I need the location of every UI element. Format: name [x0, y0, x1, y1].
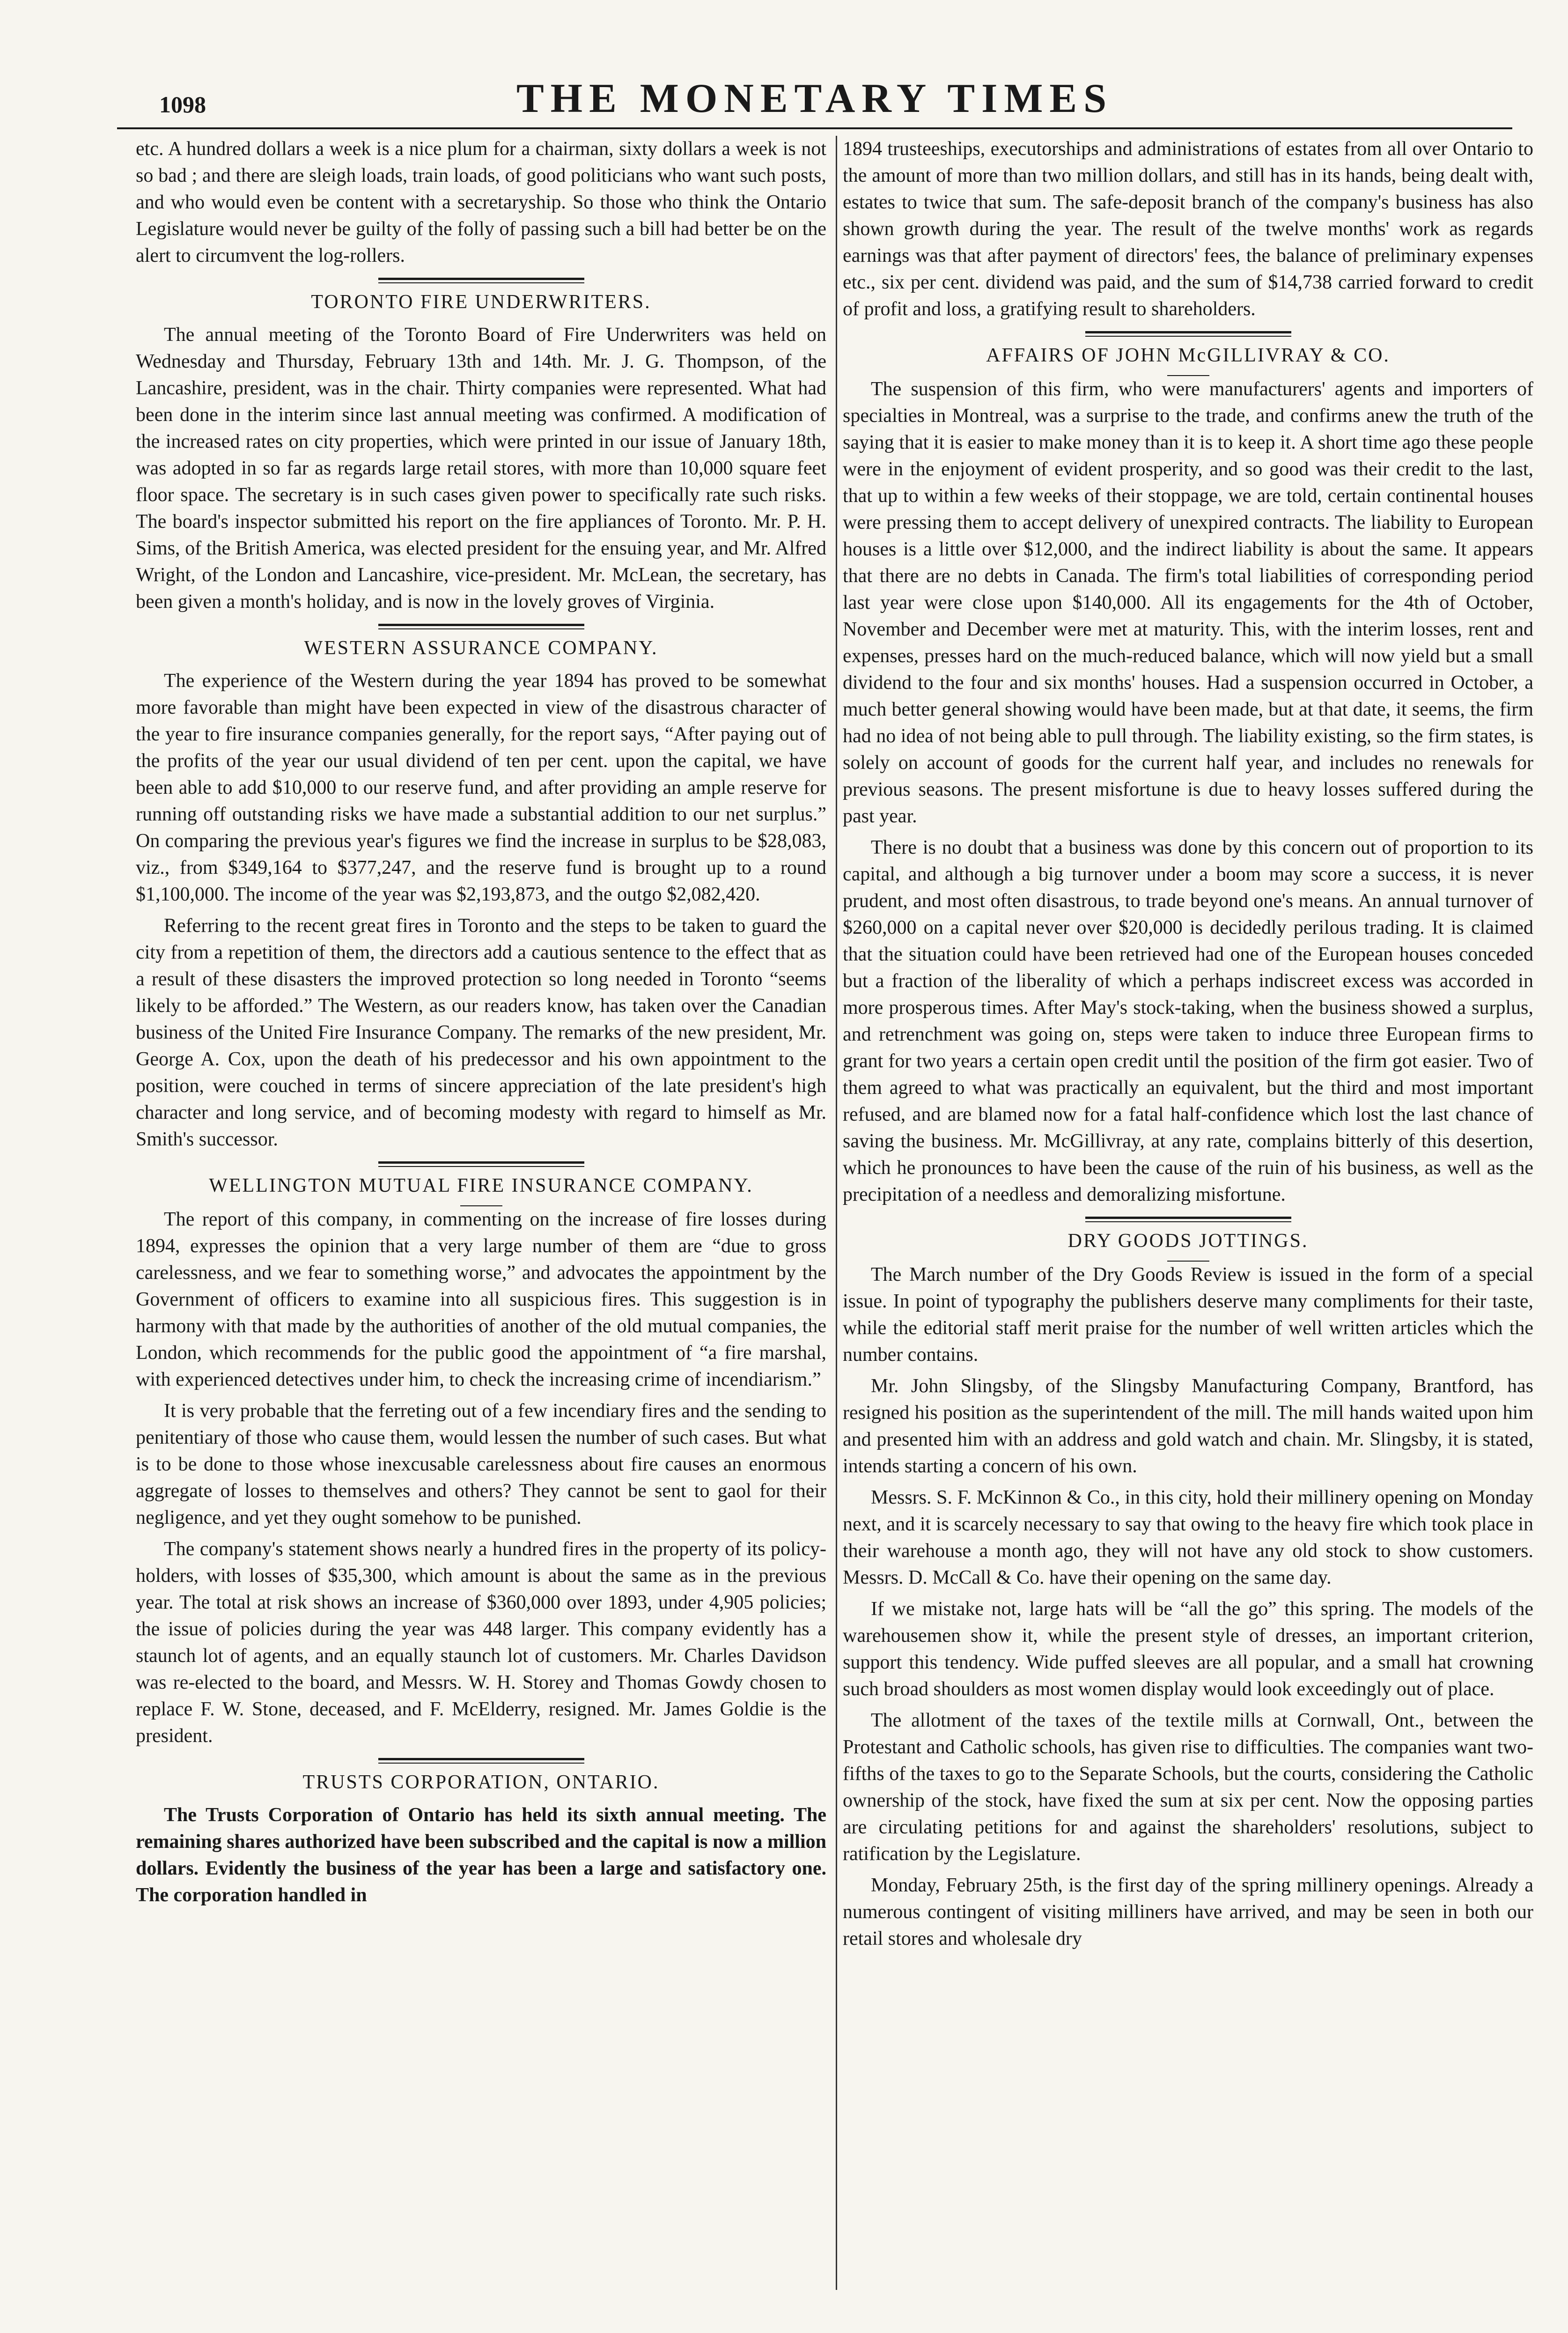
section-separator	[1085, 1217, 1291, 1222]
paragraph: The annual meeting of the Toronto Board of Fire Underwriters was held on Wednesday and Thursday, February 13th and 14th. Mr. J. G. Thompson, of the Lancashire, president, was in the chair. Thirty companies were represented. What had been done in the interim since last annual meeting was confirmed. A modification of the increased rates on city properties, which were printed in our issue of January 18th, was adopted in so far as regards large retail stores, with more than 10,000 square feet floor space. The secretary is in such cases given power to specifically rate such risks. The board's inspector submitted his report on the fire appliances of Toronto. Mr. P. H. Sims, of the British America, was elected president for the ensuing year, and Mr. Alfred Wright, of the London and Lancashire, vice-president. Mr. McLean, the secretary, has been given a month's holiday, and is now in the lovely groves of Virginia.	[136, 324, 826, 613]
section-separator	[378, 1758, 584, 1764]
column-divider	[836, 136, 837, 2290]
masthead	[117, 75, 1512, 126]
page-number: 1098	[159, 91, 206, 118]
section-separator	[378, 1161, 584, 1167]
section-heading-drygoods: DRY GOODS JOTTINGS.	[1067, 1230, 1309, 1252]
section-heading-mcgillivray: AFFAIRS OF JOHN McGILLIVRAY & CO.	[986, 345, 1390, 366]
paragraph: It is very probable that the ferreting out of a few incendiary fires and the sending to penitentiary of those who cause them, would lessen the number of such cases. But what is to be done to those whose inexcusable carelessness about fire causes an enormous aggregate of losses to themselves and others? They cannot be sent to gaol for their negligence, and yet they ought somehow to be punished.	[136, 1400, 826, 1528]
trusts-continued-paragraph: 1894 trusteeships, executorships and administrations of estates from all over Ontario to the amount of more than two million dollars, and still has in its hands, being dealt with, estates to twice that sum. The safe-deposit branch of the company's business has also shown growth during the year. The result of the twelve months' work as regards earnings was that after payment of directors' fees, the balance of preliminary expenses etc., six per cent. dividend was paid, and the sum of $14,738 carried forward to credit of profit and loss, a gratifying result to shareholders.	[843, 138, 1533, 320]
paragraph: The Trusts Corporation of Ontario has held its sixth annual meeting. The remaining shares authorized have been subscribed and the capital is now a million dollars. Evidently the business of the year has been a large and satisfactory one. The corporation handled in	[136, 1804, 826, 1906]
paragraph: There is no doubt that a business was done by this concern out of proportion to its capital, and although a big turnover under a boom may score a success, it is never prudent, and most often disastrous, to trade beyond one's means. An annual turnover of $260,000 on a capital never over $20,000 is decidedly perilous trading. It is claimed that the situation could have been retrieved had one of the European houses conceded but a fraction of the liberality of which a perhaps indiscreet excess was accorded in more prosperous times. After May's stock-taking, when the business showed a surplus, and retrenchment was going on, steps were taken to induce three European firms to grant for two years a certain open credit until the position of the firm got easier. Two of them agreed to what was practically an equivalent, but the third and most important refused, and are blamed now for a fatal half-confidence which lost the last chance of saving the business. Mr. McGillivray, at any rate, complains bitterly of this desertion, which he pronounces to have been the cause of the ruin of his business, as well as the precipitation of a needless and demoralizing misfortune.	[843, 837, 1533, 1205]
header-rule	[117, 127, 1512, 129]
right-column	[843, 136, 1533, 1957]
section-heading-trusts: TRUSTS CORPORATION, ONTARIO.	[302, 1772, 660, 1793]
paragraph: The March number of the Dry Goods Review is issued in the form of a special issue. In point of typography the publishers deserve many compliments for their taste, while the editorial staff merit praise for the number of well written articles which the number contains.	[843, 1264, 1533, 1366]
paragraph: Mr. John Slingsby, of the Slingsby Manufacturing Company, Brantford, has resigned his position as the superintendent of the mill. The mill hands waited upon him and presented him with an address and gold watch and chain. Mr. Slingsby, it is stated, intends starting a concern of his own.	[843, 1375, 1533, 1477]
section-separator	[1085, 331, 1291, 337]
paragraph: The company's statement shows nearly a hundred fires in the property of its policy-holders, with losses of $35,300, which amount is about the same as in the previous year. The total at risk shows an increase of $360,000 over 1893, under 4,905 policies; the issue of policies during the year was 448 larger. This company evidently has a staunch lot of agents, and an equally staunch lot of customers. Mr. Charles Davidson was re-elected to the board, and Messrs. W. H. Storey and Thomas Gowdy chosen to replace F. W. Stone, deceased, and F. McElderry, resigned. Mr. James Goldie is the president.	[136, 1538, 826, 1747]
paragraph: The allotment of the taxes of the textile mills at Cornwall, Ont., between the Protestant and Catholic schools, has given rise to difficulties. The companies want two-fifths of the taxes to go to the Separate Schools, but the courts, considering the Catholic ownership of the stock, have fixed the sum at six per cent. Now the opposing parties are circulating petitions for and against the shareholders' resolutions, subject to ratification by the Legislature.	[843, 1710, 1533, 1865]
paragraph: Messrs. S. F. McKinnon & Co., in this city, hold their millinery opening on Monday next, and it is scarcely necessary to say that owing to the heavy fire which took place in their warehouse a month ago, they will not have any old stock to show customers. Messrs. D. McCall & Co. have their opening on the same day.	[843, 1487, 1533, 1588]
paragraph: The experience of the Western during the year 1894 has proved to be somewhat more favorable than might have been expected in view of the disastrous character of the year to fire insurance companies generally, for the report says, “After paying out of the profits of the year our usual dividend of ten per cent. upon the capital, we have been able to add $10,000 to our reserve fund, and after providing an ample reserve for running off outstanding risks we have made a substantial addition to our net surplus.” On comparing the previous year's figures we find the increase in surplus to be $28,083, viz., from $349,164 to $377,247, and the reserve fund is brought up to a round $1,100,000. The income of the year was $2,193,873, and the outgo $2,082,420.	[136, 670, 826, 905]
paragraph: Monday, February 25th, is the first day of the spring millinery openings. Already a numerous contingent of visiting milliners have arrived, and may be seen in both our retail stores and wholesale dry	[843, 1875, 1533, 1949]
left-column	[136, 136, 826, 1913]
section-heading-toronto: TORONTO FIRE UNDERWRITERS.	[311, 291, 651, 313]
publication-title: THE MONETARY TIMES	[516, 76, 1113, 121]
paragraph: If we mistake not, large hats will be “all the go” this spring. The models of the warehousemen show it, while the present style of dresses, an important criterion, support this tendency. Wide puffed sleeves are all popular, and a small hat crowning such broad shoulders as most women display would look exceedingly out of place.	[843, 1598, 1533, 1700]
paragraph: The suspension of this firm, who were manufacturers' agents and importers of specialties in Montreal, was a surprise to the trade, and confirms anew the truth of the saying that it is easier to make money than it is to keep it. A short time ago these people were in the enjoyment of evident prosperity, and so good was their credit to the last, that up to within a few weeks of their stoppage, we are told, certain continental houses were pressing them to accept delivery of unexpired contracts. The liability to European houses is a little over $12,000, and the indirect liability is about the same. It appears that there are no debts in Canada. The firm's total liabilities of corresponding period last year were close upon $140,000. All its engagements for the 4th of October, November and December were met at maturity. This, with the interim losses, rent and expenses, presses hard on the much-reduced balance, which will now yield but a small dividend to the four and six months' houses. Had a suspension occurred in October, a much better general showing would have been made, but at that date, it seems, the firm had no idea of not being able to pull through. The liability existing, so the firm states, is solely on account of goods for the current half year, and includes no renewals for previous seasons. The present misfortune is due to heavy losses suffered during the past year.	[843, 378, 1533, 827]
section-separator	[378, 278, 584, 283]
section-separator	[378, 624, 584, 629]
section-heading-wellington: WELLINGTON MUTUAL FIRE INSURANCE COMPANY.	[209, 1175, 753, 1196]
section-heading-western: WESTERN ASSURANCE COMPANY.	[304, 637, 658, 659]
paragraph: Referring to the recent great fires in Toronto and the steps to be taken to guard the city from a repetition of them, the directors add a cautious sentence to the effect that as a result of these disasters the improved protection so long needed in Toronto “seems likely to be afforded.” The Western, as our readers know, has taken over the Canadian business of the United Fire Insurance Company. The remarks of the new president, Mr. George A. Cox, upon the death of his predecessor and his own appointment to the position, were couched in terms of sincere appreciation of the late president's high character and long service, and of becoming modesty with regard to himself as Mr. Smith's successor.	[136, 915, 826, 1150]
intro-paragraph: etc. A hundred dollars a week is a nice plum for a chairman, sixty dollars a week is not so bad ; and there are sleigh loads, train loads, of good politicians who want such posts, and who would even be content with a secretaryship. So those who think the Ontario Legislature would never be guilty of the folly of passing such a bill had better be on the alert to circumvent the log-rollers.	[136, 138, 826, 266]
paragraph: The report of this company, in commenting on the increase of fire losses during 1894, expresses the opinion that a very large number of them are “due to gross carelessness, and we fear to something worse,” and advocates the appointment by the Government of officers to examine into all suspicious fires. This suggestion is in harmony with that made by the authorities of another of the old mutual companies, the London, which recommends for the public good the appointment of “a fire marshal, with experienced detectives under him, to check the increasing crime of incendiarism.”	[136, 1209, 826, 1390]
